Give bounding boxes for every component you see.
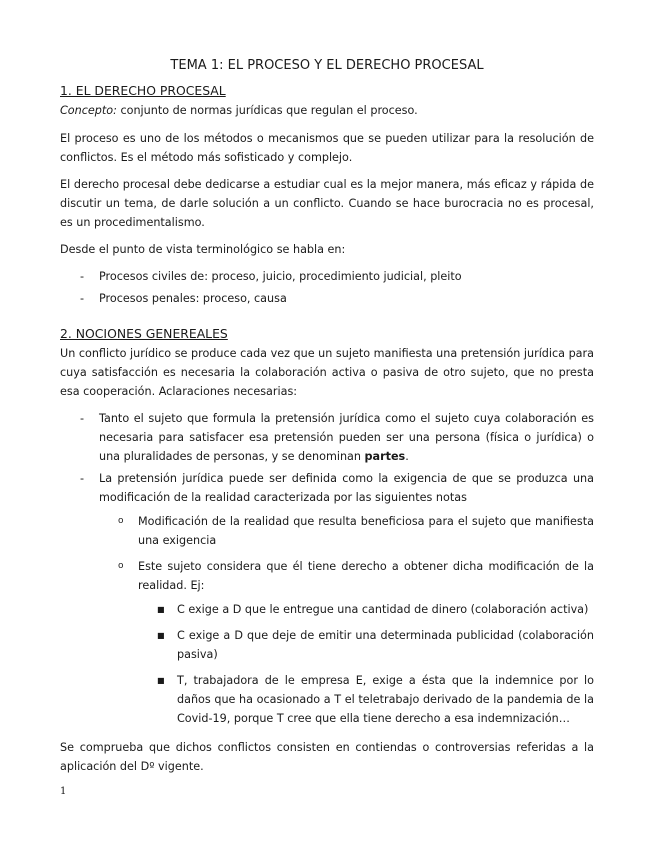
- concept-label: Concepto:: [60, 104, 117, 117]
- section-2-paragraph-1: Un conflicto jurídico se produce cada vez que un sujeto manifiesta una pretensión jurídica para cuya satisfacción es necesaria la colaboración activa o pasiva de otro sujeto, que no presta esa cooperación. Aclaraciones necesarias:: [60, 347, 594, 398]
- section-1-paragraph-2: El derecho procesal debe dedicarse a estudiar cual es la mejor manera, más eficaz y rápida de discutir un tema, de darle solución a un conflicto. Cuando se hace burocracia no es procesal, es un procedimentalismo.: [60, 178, 594, 229]
- dash-bullet: -: [80, 270, 85, 283]
- square-bullet: ■: [157, 605, 165, 614]
- section-1-paragraph-1: El proceso es uno de los métodos o mecanismos que se pueden utilizar para la resolución de conflictos. Es el método más sofisticado y complejo.: [60, 132, 594, 164]
- circle-bullet: o: [118, 516, 124, 526]
- clarifications-list: [60, 409, 594, 728]
- example-item: ■ C exige a D que le entregue una cantidad de dinero (colaboración activa): [138, 600, 594, 619]
- square-bullet: ■: [157, 676, 165, 685]
- section-1-paragraph-3: Desde el punto de vista terminológico se habla en:: [60, 243, 346, 256]
- terminology-list: [60, 267, 594, 308]
- example-item: ■ T, trabajadora de le empresa E, exige a ésta que la indemnice por lo daños que ha ocasionado a T el teletrabajo derivado de la pandemia de la Covid-19, porque T cree que ella tiene derecho a esa indemnización…: [138, 671, 594, 728]
- examples-sublist: [138, 600, 594, 728]
- concept-paragraph: [60, 101, 594, 120]
- list-item: - Tanto el sujeto que formula la pretensión jurídica como el sujeto cuya colaboración es necesaria para satisfacer esa pretensión pueden ser una persona (física o jurídica) o una pluralidades de personas, y se denominan partes.: [60, 409, 594, 466]
- page-number: 1: [60, 786, 67, 797]
- square-bullet: ■: [157, 631, 165, 640]
- list-item: - Procesos civiles de: proceso, juicio, procedimiento judicial, pleito: [60, 267, 594, 286]
- closing-paragraph: Se comprueba que dichos conflictos consisten en contiendas o controversias referidas a la aplicación del Dº vigente.: [60, 741, 594, 773]
- section-2-heading: 2. NOCIONES GENEREALES: [60, 326, 228, 341]
- notes-sublist: [99, 512, 594, 728]
- list-item: - Procesos penales: proceso, causa: [60, 289, 594, 308]
- document-title: TEMA 1: EL PROCESO Y EL DERECHO PROCESAL: [170, 58, 484, 73]
- section-1-heading: 1. EL DERECHO PROCESAL: [60, 83, 226, 98]
- document-body: [60, 58, 594, 784]
- dash-bullet: -: [80, 472, 85, 485]
- example-item: ■ C exige a D que deje de emitir una determinada publicidad (colaboración pasiva): [138, 626, 594, 664]
- dash-bullet: -: [80, 412, 85, 425]
- dash-bullet: -: [80, 292, 85, 305]
- partes-bold-term: partes: [364, 450, 406, 463]
- list-item: - La pretensión jurídica puede ser definida como la exigencia de que se produzca una modificación de la realidad caracterizada por las siguientes notas o Modificación de la realidad que resulta beneficiosa para el sujeto que manifiesta una exigencia o Este sujeto considera que él tiene derecho a obtener dicha modificación de la realidad. Ej: ■ C exige a D que le entregue una cantidad de dinero (colaboración activa) ■ C exige a D que deje de emitir una determinada publicidad (colaboración pasiva) ■ T, trabajadora de le empresa E, exige a ésta que la indemnice por lo daños que ha ocasionado a T el teletrabajo derivado de la pandemia de la Covid-19, porque T cree que ella tiene derecho a esa indemnización…: [60, 469, 594, 728]
- sublist-item: o Este sujeto considera que él tiene derecho a obtener dicha modificación de la realidad. Ej: ■ C exige a D que le entregue una cantidad de dinero (colaboración activa) ■ C exige a D que deje de emitir una determinada publicidad (colaboración pasiva) ■ T, trabajadora de le empresa E, exige a ésta que la indemnice por lo daños que ha ocasionado a T el teletrabajo derivado de la pandemia de la Covid-19, porque T cree que ella tiene derecho a esa indemnización…: [99, 557, 594, 728]
- sublist-item: o Modificación de la realidad que resulta beneficiosa para el sujeto que manifiesta una exigencia: [99, 512, 594, 550]
- circle-bullet: o: [118, 561, 124, 571]
- concept-text: conjunto de normas jurídicas que regulan el proceso.: [116, 104, 418, 117]
